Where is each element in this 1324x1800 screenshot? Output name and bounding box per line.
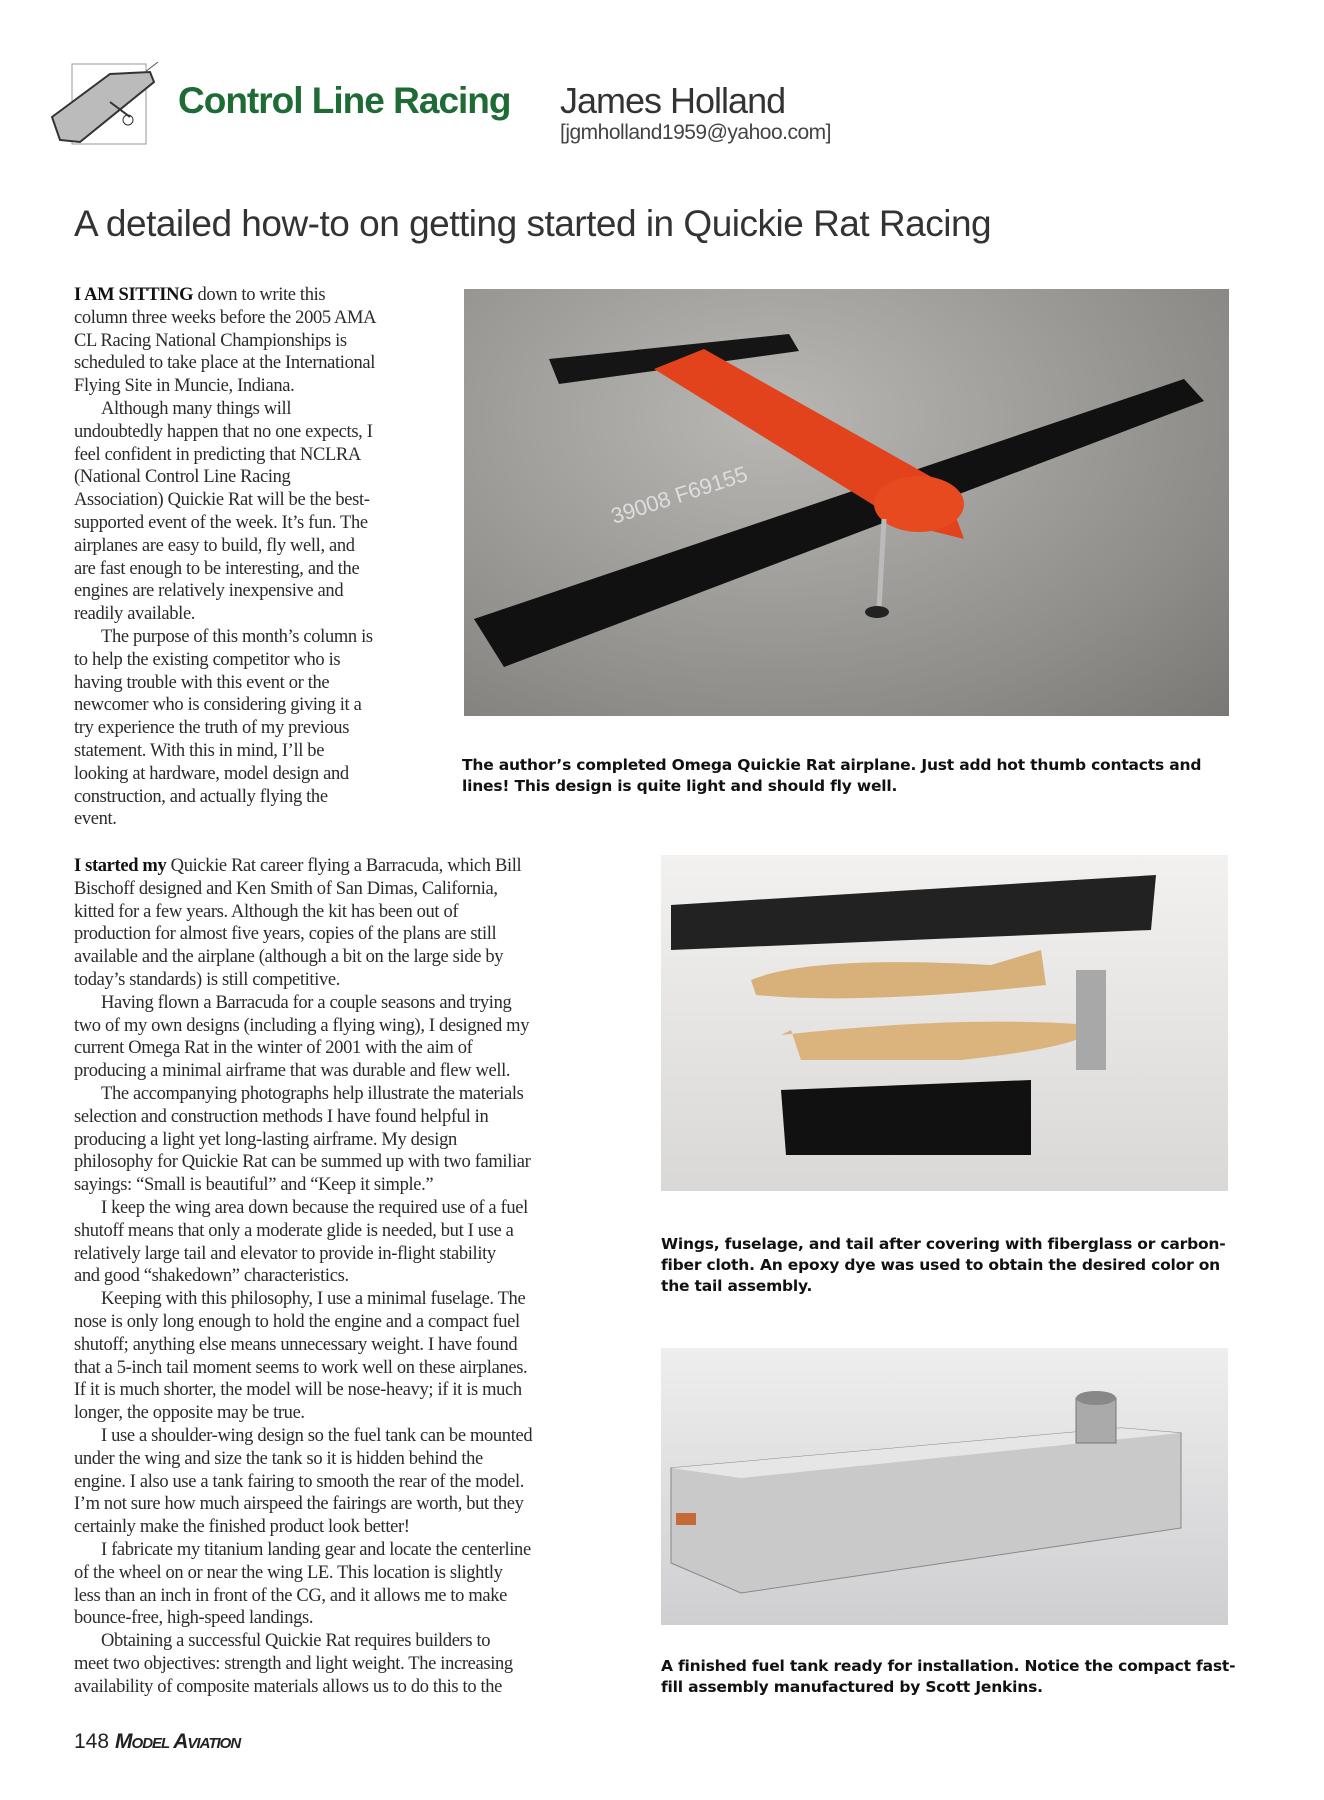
text-line: The accompanying photographs help illustrate the materials bbox=[101, 1083, 524, 1104]
text-line: bounce-free, high-speed landings. bbox=[74, 1608, 314, 1629]
text-line: availability of composite materials allows us to do this to the bbox=[74, 1676, 503, 1697]
text-line: column three weeks before the 2005 AMA bbox=[74, 307, 377, 328]
text-line: available and the airplane (although a bit on the large side by bbox=[74, 947, 504, 968]
text-line: certainly make the finished product look better! bbox=[74, 1517, 410, 1538]
text-line: and good “shakedown” characteristics. bbox=[74, 1266, 349, 1287]
text-line: philosophy for Quickie Rat can be summed up with two familiar bbox=[74, 1152, 531, 1173]
column-title: Control Line Racing bbox=[178, 80, 511, 121]
page-number: 148 bbox=[74, 1730, 110, 1753]
text-line: less than an inch in front of the CG, and it allows me to make bbox=[74, 1585, 507, 1606]
text-line: of the wheel on or near the wing LE. This location is slightly bbox=[74, 1562, 503, 1583]
photo2-caption: Wings, fuselage, and tail after covering with fiberglass or carbon-fiber cloth. An epoxy dye was used to obtain the desired color on the tail assembly. bbox=[661, 1235, 1226, 1295]
text-line: Although many things will bbox=[101, 398, 292, 419]
main-column bbox=[74, 855, 634, 1698]
photo-airframe-parts bbox=[661, 855, 1228, 1191]
page-footer bbox=[74, 1730, 240, 1754]
lead-in: I started my bbox=[74, 856, 167, 876]
text-line: shutoff; anything else means unnecessary weight. I have found bbox=[74, 1334, 518, 1355]
text-line: producing a light yet long-lasting airframe. My design bbox=[74, 1129, 457, 1150]
text-line: I fabricate my titanium landing gear and locate the centerline bbox=[101, 1539, 531, 1560]
photo-quickie-rat-airplane bbox=[464, 289, 1229, 716]
text-line: (National Control Line Racing bbox=[74, 467, 291, 488]
author-name: James Holland bbox=[560, 80, 786, 121]
text-line: CL Racing National Championships is bbox=[74, 330, 347, 351]
text-line: feel confident in predicting that NCLRA bbox=[74, 444, 361, 465]
text-line: meet two objectives: strength and light weight. The increasing bbox=[74, 1653, 513, 1674]
text-line: nose is only long enough to hold the engine and a compact fuel bbox=[74, 1311, 520, 1332]
text-line: The purpose of this month’s column is bbox=[101, 626, 373, 647]
text-line: I’m not sure how much airspeed the fairings are worth, but they bbox=[74, 1494, 524, 1515]
text-line: longer, the opposite may be true. bbox=[74, 1403, 305, 1424]
text-line: are fast enough to be interesting, and the bbox=[74, 558, 360, 579]
text-line: to help the existing competitor who is bbox=[74, 649, 341, 670]
text-line: current Omega Rat in the winter of 2001 with the aim of bbox=[74, 1038, 473, 1059]
intro-column bbox=[74, 284, 444, 831]
text-line: If it is much shorter, the model will be nose-heavy; if it is much bbox=[74, 1380, 522, 1401]
text-line: undoubtedly happen that no one expects, I bbox=[74, 421, 373, 442]
text-line: producing a minimal airframe that was durable and flew well. bbox=[74, 1061, 511, 1082]
text-line: having trouble with this event or the bbox=[74, 672, 330, 693]
text-line: engines are relatively inexpensive and bbox=[74, 581, 344, 602]
text-line: kitted for a few years. Although the kit has been out of bbox=[74, 901, 459, 922]
text-line: I started my Quickie Rat career flying a Barracuda, which Bill bbox=[74, 856, 522, 876]
text-line: shutoff means that only a moderate glide is needed, but I use a bbox=[74, 1220, 514, 1241]
text-line: readily available. bbox=[74, 604, 196, 625]
text-line: Flying Site in Muncie, Indiana. bbox=[74, 376, 295, 397]
text-line: newcomer who is considering giving it a bbox=[74, 695, 362, 716]
text-line: under the wing and size the tank so it is hidden behind the bbox=[74, 1448, 483, 1469]
text-line: selection and construction methods I have found helpful in bbox=[74, 1106, 489, 1127]
text-line: production for almost five years, copies of the plans are still bbox=[74, 924, 497, 945]
text-line: today’s standards) is still competitive. bbox=[74, 969, 341, 990]
magazine-name: Model Aviation bbox=[115, 1730, 241, 1753]
airplane-decal: 39008 F69155 bbox=[607, 461, 751, 529]
author-email: [jgmholland1959@yahoo.com] bbox=[560, 121, 831, 144]
photo-fuel-tank bbox=[661, 1348, 1228, 1625]
text-line: Keeping with this philosophy, I use a minimal fuselage. The bbox=[101, 1289, 526, 1310]
text-line: Association) Quickie Rat will be the best- bbox=[74, 490, 370, 511]
photo3-caption: A finished fuel tank ready for installation. Notice the compact fast-fill assembly manufactured by Scott Jenkins. bbox=[661, 1657, 1236, 1696]
text-line: I AM SITTING down to write this bbox=[74, 285, 326, 305]
control-line-logo bbox=[50, 62, 175, 147]
photo1-caption: The author’s completed Omega Quickie Rat airplane. Just add hot thumb contacts and lines! This design is quite light and should fly well. bbox=[462, 756, 1202, 795]
text-line: supported event of the week. It’s fun. The bbox=[74, 512, 368, 533]
text-line: relatively large tail and elevator to provide in-flight stability bbox=[74, 1243, 496, 1264]
text-line: Obtaining a successful Quickie Rat requires builders to bbox=[101, 1631, 491, 1652]
text-line: construction, and actually flying the bbox=[74, 786, 328, 807]
text-line: I keep the wing area down because the required use of a fuel bbox=[101, 1197, 528, 1218]
text-line: try experience the truth of my previous bbox=[74, 718, 350, 739]
text-line: I use a shoulder-wing design so the fuel tank can be mounted bbox=[101, 1425, 533, 1446]
text-line: airplanes are easy to build, fly well, and bbox=[74, 535, 355, 556]
text-line: scheduled to take place at the International bbox=[74, 353, 376, 374]
text-line: statement. With this in mind, I’ll be bbox=[74, 740, 325, 761]
text-line: two of my own designs (including a flying wing), I designed my bbox=[74, 1015, 530, 1036]
text-line: engine. I also use a tank fairing to smooth the rear of the model. bbox=[74, 1471, 525, 1492]
text-line: Bischoff designed and Ken Smith of San Dimas, California, bbox=[74, 878, 498, 899]
text-line: looking at hardware, model design and bbox=[74, 763, 349, 784]
lead-in: I AM SITTING bbox=[74, 285, 194, 305]
text-line: that a 5-inch tail moment seems to work well on these airplanes. bbox=[74, 1357, 528, 1378]
article-headline: A detailed how-to on getting started in Quickie Rat Racing bbox=[74, 203, 992, 244]
text-line: Having flown a Barracuda for a couple seasons and trying bbox=[101, 992, 512, 1013]
text-line: sayings: “Small is beautiful” and “Keep it simple.” bbox=[74, 1175, 434, 1196]
text-line: event. bbox=[74, 809, 117, 830]
